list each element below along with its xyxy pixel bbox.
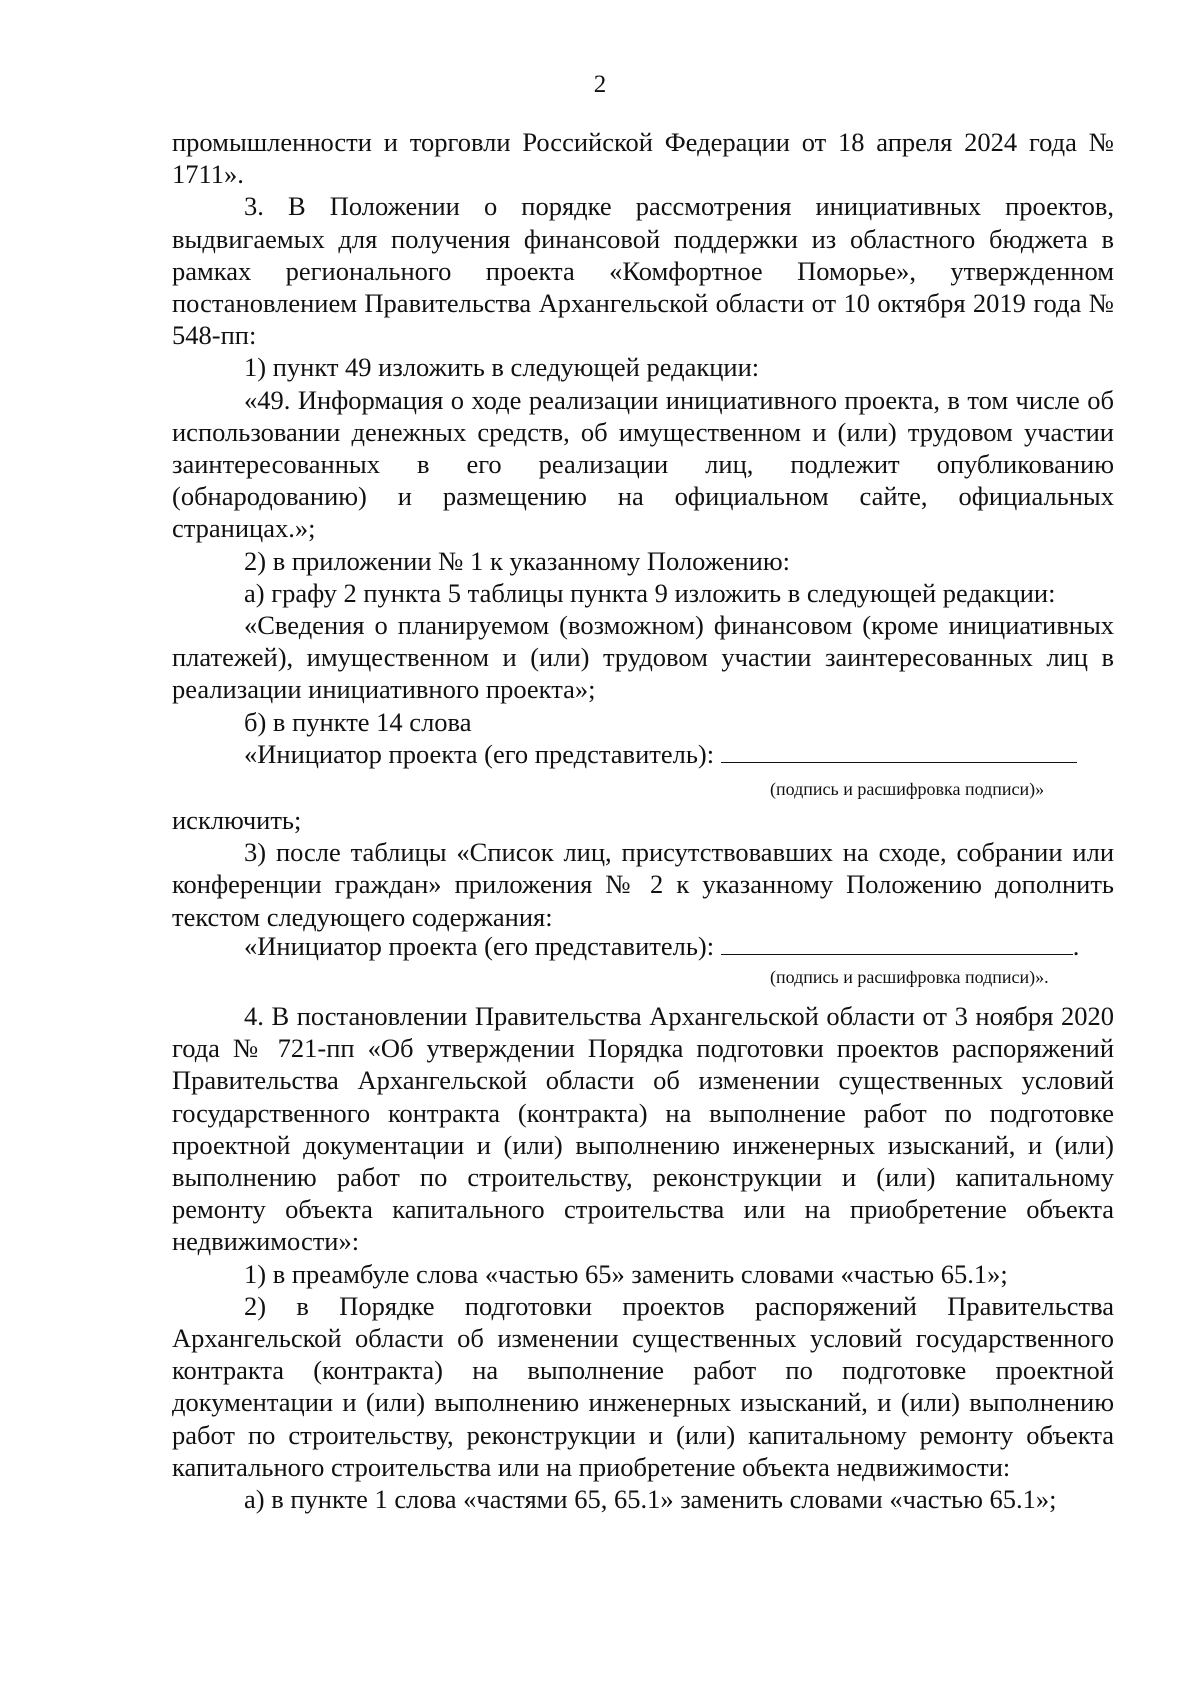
paragraph-item-4: 4. В постановлении Правительства Архангельской области от 3 ноября 2020 года № 721-пп «Об утверждении Порядка подготовки проектов распоряжений Правительства Архангельской области об изменении существенных условий государственного контракта (контракта) на выполнение работ по подготовке проектной документации и (или) выполнению инженерных изысканий, и (или) выполнению работ по строительству, реконструкции и (или) капитальному ремонту объекта капитального строительства или на приобретение объекта недвижимости»:: [172, 1001, 1114, 1257]
paragraph-subitem-1: 1) пункт 49 изложить в следующей редакции:: [244, 352, 760, 383]
signature-label-2: «Инициатор проекта (его представитель):: [244, 931, 715, 961]
paragraph-subitem-2: 2) в приложении № 1 к указанному Положению:: [244, 545, 791, 576]
signature-block-2: [172, 930, 1114, 962]
signature-block-1: [172, 738, 1114, 770]
paragraph-quote-svedeniya: «Сведения о планируемом (возможном) финансовом (кроме инициативных платежей), имущественном и (или) трудовом участии заинтересованных лиц в реализации инициативного проекта»;: [172, 610, 1114, 705]
document-body-upper: [172, 126, 1114, 738]
signature-label-1: «Инициатор проекта (его представитель):: [244, 739, 715, 769]
paragraph-continuation: промышленности и торговли Российской Федерации от 18 апреля 2024 года № 1711».: [172, 127, 1114, 190]
signature-line-2: [172, 930, 1114, 962]
signature-caption-2: (подпись и расшифровка подписи)».: [770, 967, 1049, 987]
signature-line-1: [172, 738, 1114, 770]
document-body-lower: [172, 1000, 1114, 1515]
paragraph-subitem-3: 3) после таблицы «Список лиц, присутствовавших на сходе, собрании или конференции граждан» приложения № 2 к указанному Положению дополнить текстом следующего содержания:: [172, 837, 1114, 932]
paragraph-subitem-1-preamble: 1) в преамбуле слова «частью 65» заменить словами «частью 65.1»;: [244, 1258, 1008, 1289]
paragraph-subitem-a-punkt-1: а) в пункте 1 слова «частями 65, 65.1» заменить словами «частью 65.1»;: [244, 1484, 1057, 1515]
signature-field-1: [721, 740, 1077, 763]
page-number: 2: [593, 71, 607, 98]
signature-caption-1: (подпись и расшифровка подписи)»: [770, 779, 1045, 799]
paragraph-item-3: 3. В Положении о порядке рассмотрения инициативных проектов, выдвигаемых для получения финансовой поддержки из областного бюджета в рамках регионального проекта «Комфортное Поморье», утвержденном постановлением Правительства Архангельской области от 10 октября 2019 года № 548-пп:: [172, 191, 1114, 351]
paragraph-subitem-a: а) графу 2 пункта 5 таблицы пункта 9 изложить в следующей редакции:: [244, 577, 1056, 608]
paragraph-exclude: исключить;: [172, 805, 302, 835]
paragraph-subitem-b: б) в пункте 14 слова: [244, 706, 472, 737]
signature-end-2: .: [1072, 931, 1080, 961]
signature-field-2: [721, 932, 1073, 955]
document-body-middle: [172, 804, 1114, 933]
paragraph-subitem-2-poryadok: 2) в Порядке подготовки проектов распоряжений Правительства Архангельской области об изменении существенных условий государственного контракта (контракта) на выполнение работ по подготовке проектной документации и (или) выполнению инженерных изысканий, и (или) выполнению работ по строительству, реконструкции и (или) капитальному ремонту объекта капитального строительства или на приобретение объекта недвижимости:: [172, 1290, 1114, 1482]
paragraph-quote-49: «49. Информация о ходе реализации инициативного проекта, в том числе об использовании денежных средств, об имущественном и (или) трудовом участии заинтересованных в его реализации лиц, подлежит опубликованию (обнародованию) и размещению на официальном сайте, официальных страницах.»;: [172, 384, 1114, 544]
